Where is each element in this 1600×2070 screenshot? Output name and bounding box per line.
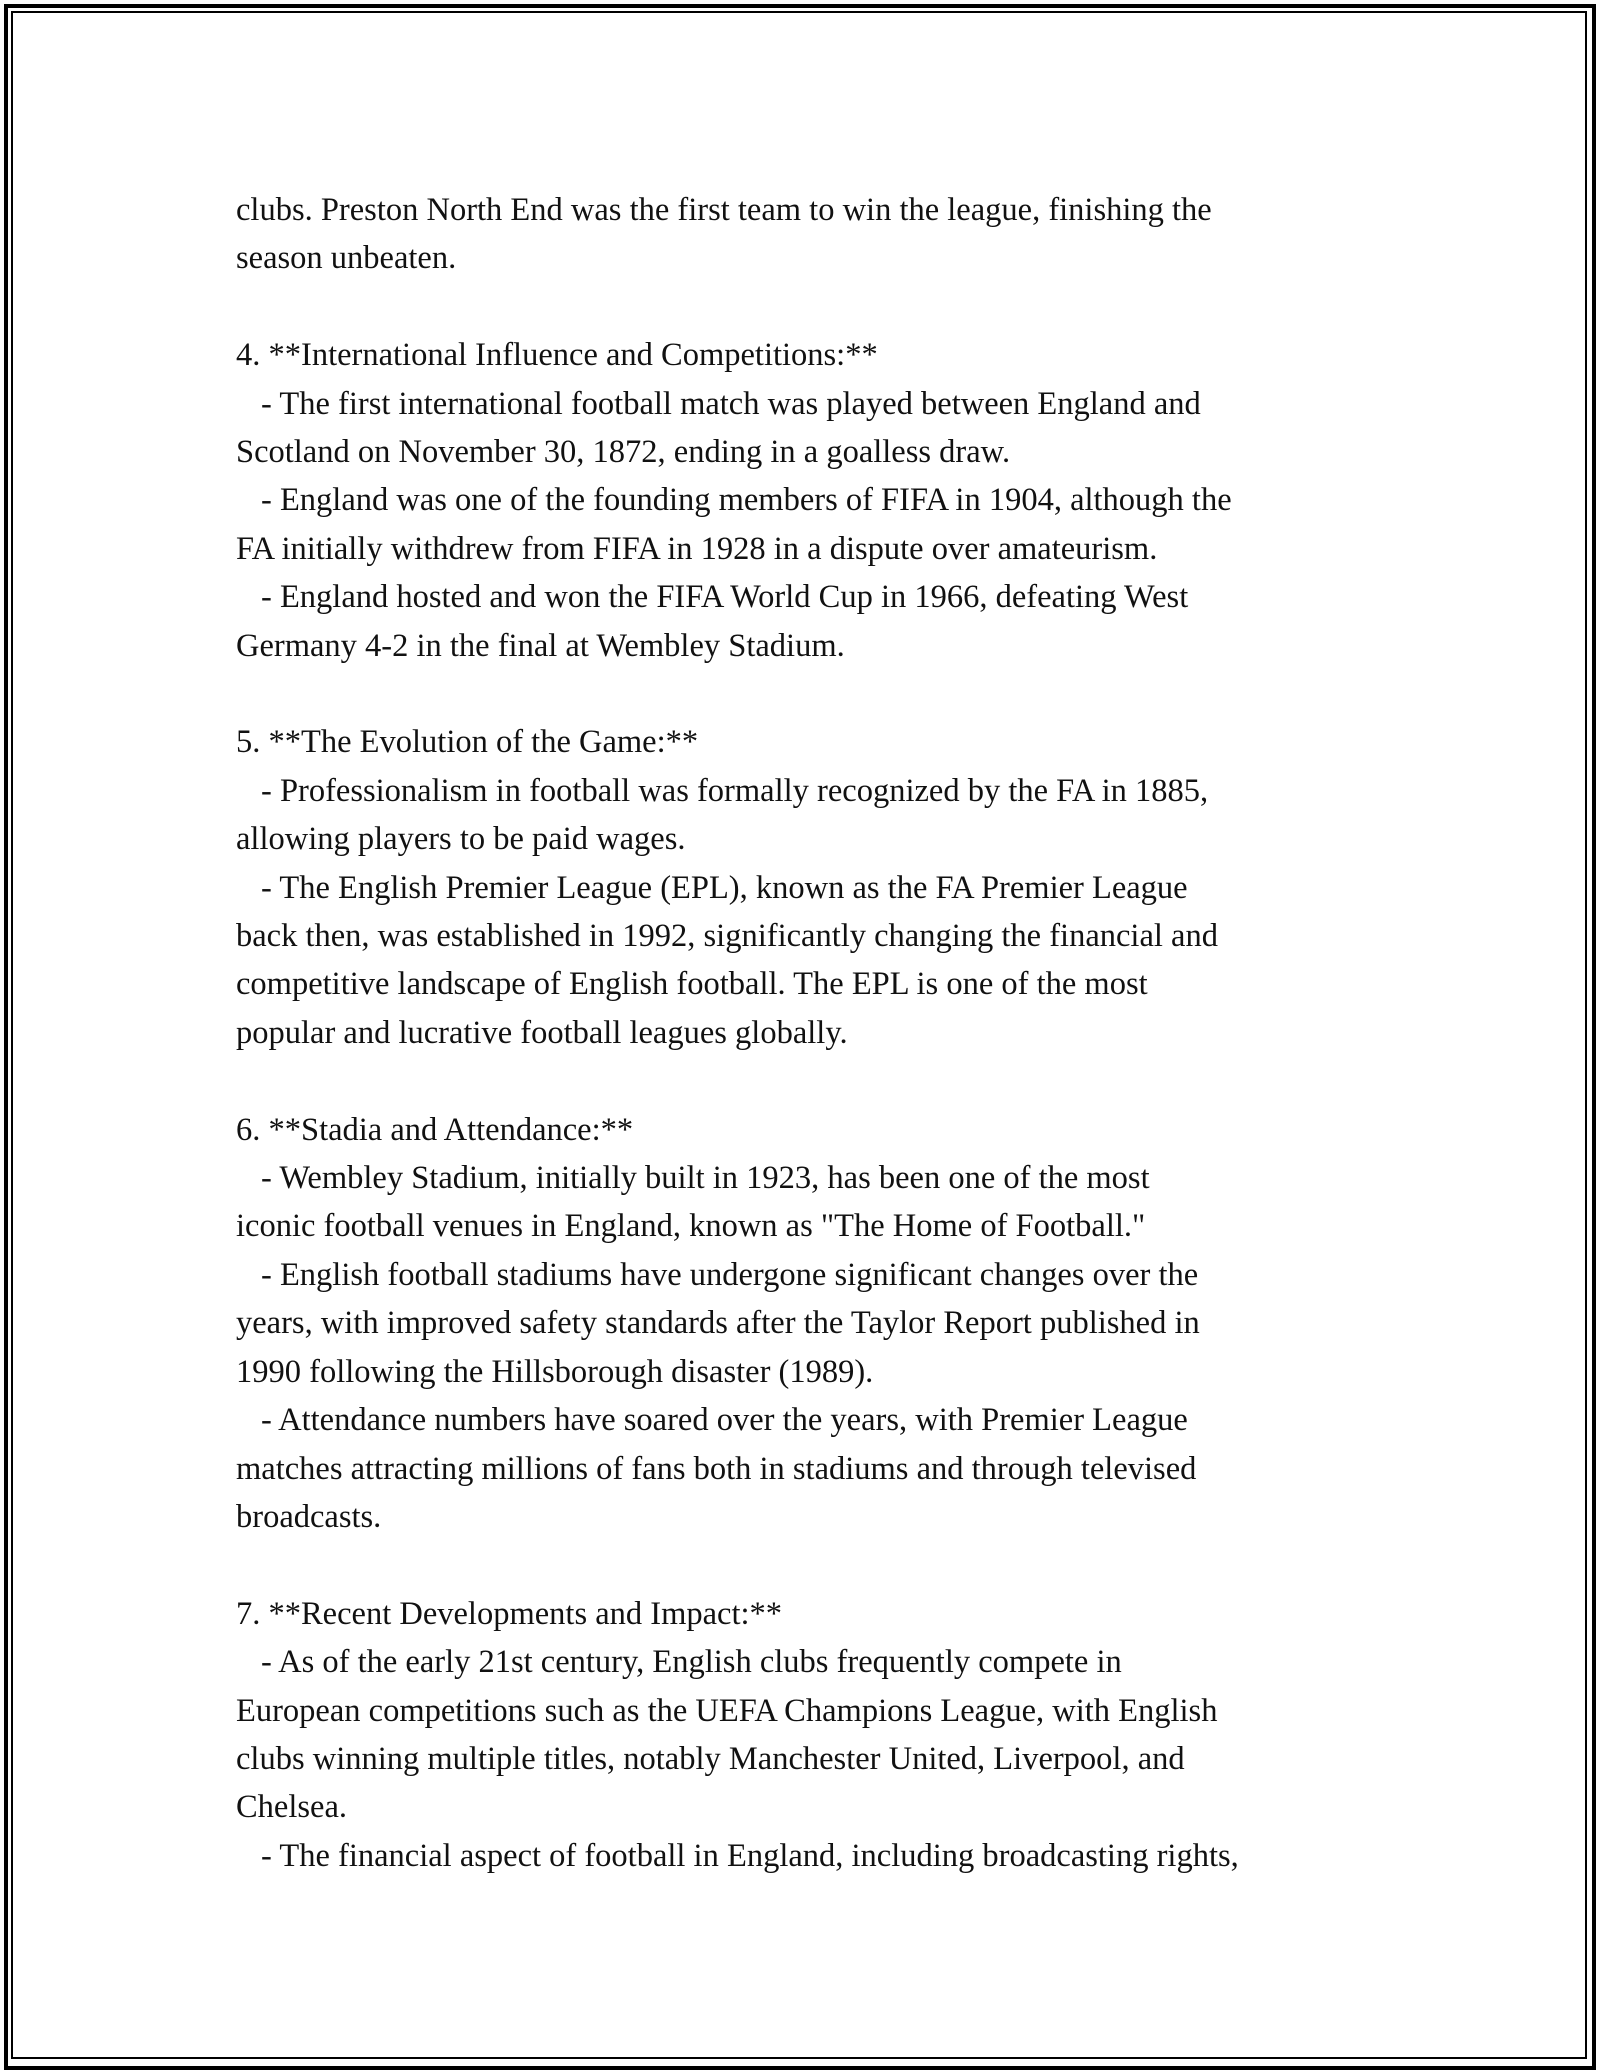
bullet-line: competitive landscape of English football. The EPL is one of the most: [236, 966, 1148, 1003]
section-spacer: [236, 1057, 1396, 1105]
document-body: [236, 186, 1396, 1880]
intro-line: clubs. Preston North End was the first team to win the league, finishing the: [236, 192, 1212, 228]
bullet-line: matches attracting millions of fans both in stadiums and through televised: [236, 1450, 1197, 1487]
section: [236, 1590, 1396, 1880]
bullet-line: allowing players to be paid wages.: [236, 821, 686, 858]
bullet-line: - The first international football match was played between England and: [261, 385, 1201, 422]
bullet-item: [236, 864, 1396, 1058]
bullet-line: - England was one of the founding members of FIFA in 1904, although the: [261, 482, 1232, 519]
bullet-line: - The financial aspect of football in England, including broadcasting rights,: [261, 1837, 1239, 1874]
bullet-item: [236, 1832, 1396, 1880]
bullet-line: iconic football venues in England, known as "The Home of Football.": [236, 1208, 1146, 1245]
section-spacer: [236, 670, 1396, 718]
bullet-line: 1990 following the Hillsborough disaster (1989).: [236, 1353, 874, 1390]
bullet-line: Germany 4-2 in the final at Wembley Stadium.: [236, 627, 845, 664]
bullet-item: [236, 1638, 1396, 1832]
bullet-item: [236, 767, 1396, 864]
section: [236, 331, 1396, 670]
bullet-line: - Wembley Stadium, initially built in 1923, has been one of the most: [261, 1160, 1150, 1197]
section-heading: 5. **The Evolution of the Game:**: [236, 724, 699, 761]
bullet-item: [236, 1154, 1396, 1251]
bullet-line: back then, was established in 1992, significantly changing the financial and: [236, 918, 1218, 955]
bullet-item: [236, 1251, 1396, 1396]
section: [236, 718, 1396, 1057]
bullet-line: Chelsea.: [236, 1789, 348, 1826]
bullet-line: clubs winning multiple titles, notably Manchester United, Liverpool, and: [236, 1740, 1185, 1777]
section-heading: 4. **International Influence and Competitions:**: [236, 337, 878, 374]
section: [236, 1106, 1396, 1542]
bullet-line: FA initially withdrew from FIFA in 1928 in a dispute over amateurism.: [236, 530, 1158, 567]
bullet-line: years, with improved safety standards after the Taylor Report published in: [236, 1305, 1200, 1342]
bullet-item: [236, 476, 1396, 573]
bullet-line: European competitions such as the UEFA Champions League, with English: [236, 1692, 1218, 1729]
bullet-line: Scotland on November 30, 1872, ending in a goalless draw.: [236, 434, 1011, 471]
section-spacer: [236, 283, 1396, 331]
bullet-line: - English football stadiums have undergone significant changes over the: [261, 1256, 1199, 1293]
intro-paragraph: [236, 186, 1396, 283]
section-heading: 7. **Recent Developments and Impact:**: [236, 1595, 783, 1632]
bullet-line: popular and lucrative football leagues globally.: [236, 1014, 848, 1051]
section-spacer: [236, 1541, 1396, 1589]
bullet-item: [236, 1396, 1396, 1541]
bullet-line: - The English Premier League (EPL), known as the FA Premier League: [261, 869, 1188, 906]
intro-line: season unbeaten.: [236, 240, 457, 277]
bullet-item: [236, 380, 1396, 477]
bullet-line: - Professionalism in football was formally recognized by the FA in 1885,: [261, 772, 1209, 809]
bullet-line: - England hosted and won the FIFA World Cup in 1966, defeating West: [261, 579, 1189, 616]
bullet-line: - Attendance numbers have soared over the years, with Premier League: [261, 1402, 1188, 1439]
bullet-line: broadcasts.: [236, 1498, 382, 1535]
section-heading: 6. **Stadia and Attendance:**: [236, 1111, 634, 1148]
bullet-item: [236, 573, 1396, 670]
bullet-line: - As of the early 21st century, English clubs frequently compete in: [261, 1644, 1122, 1681]
